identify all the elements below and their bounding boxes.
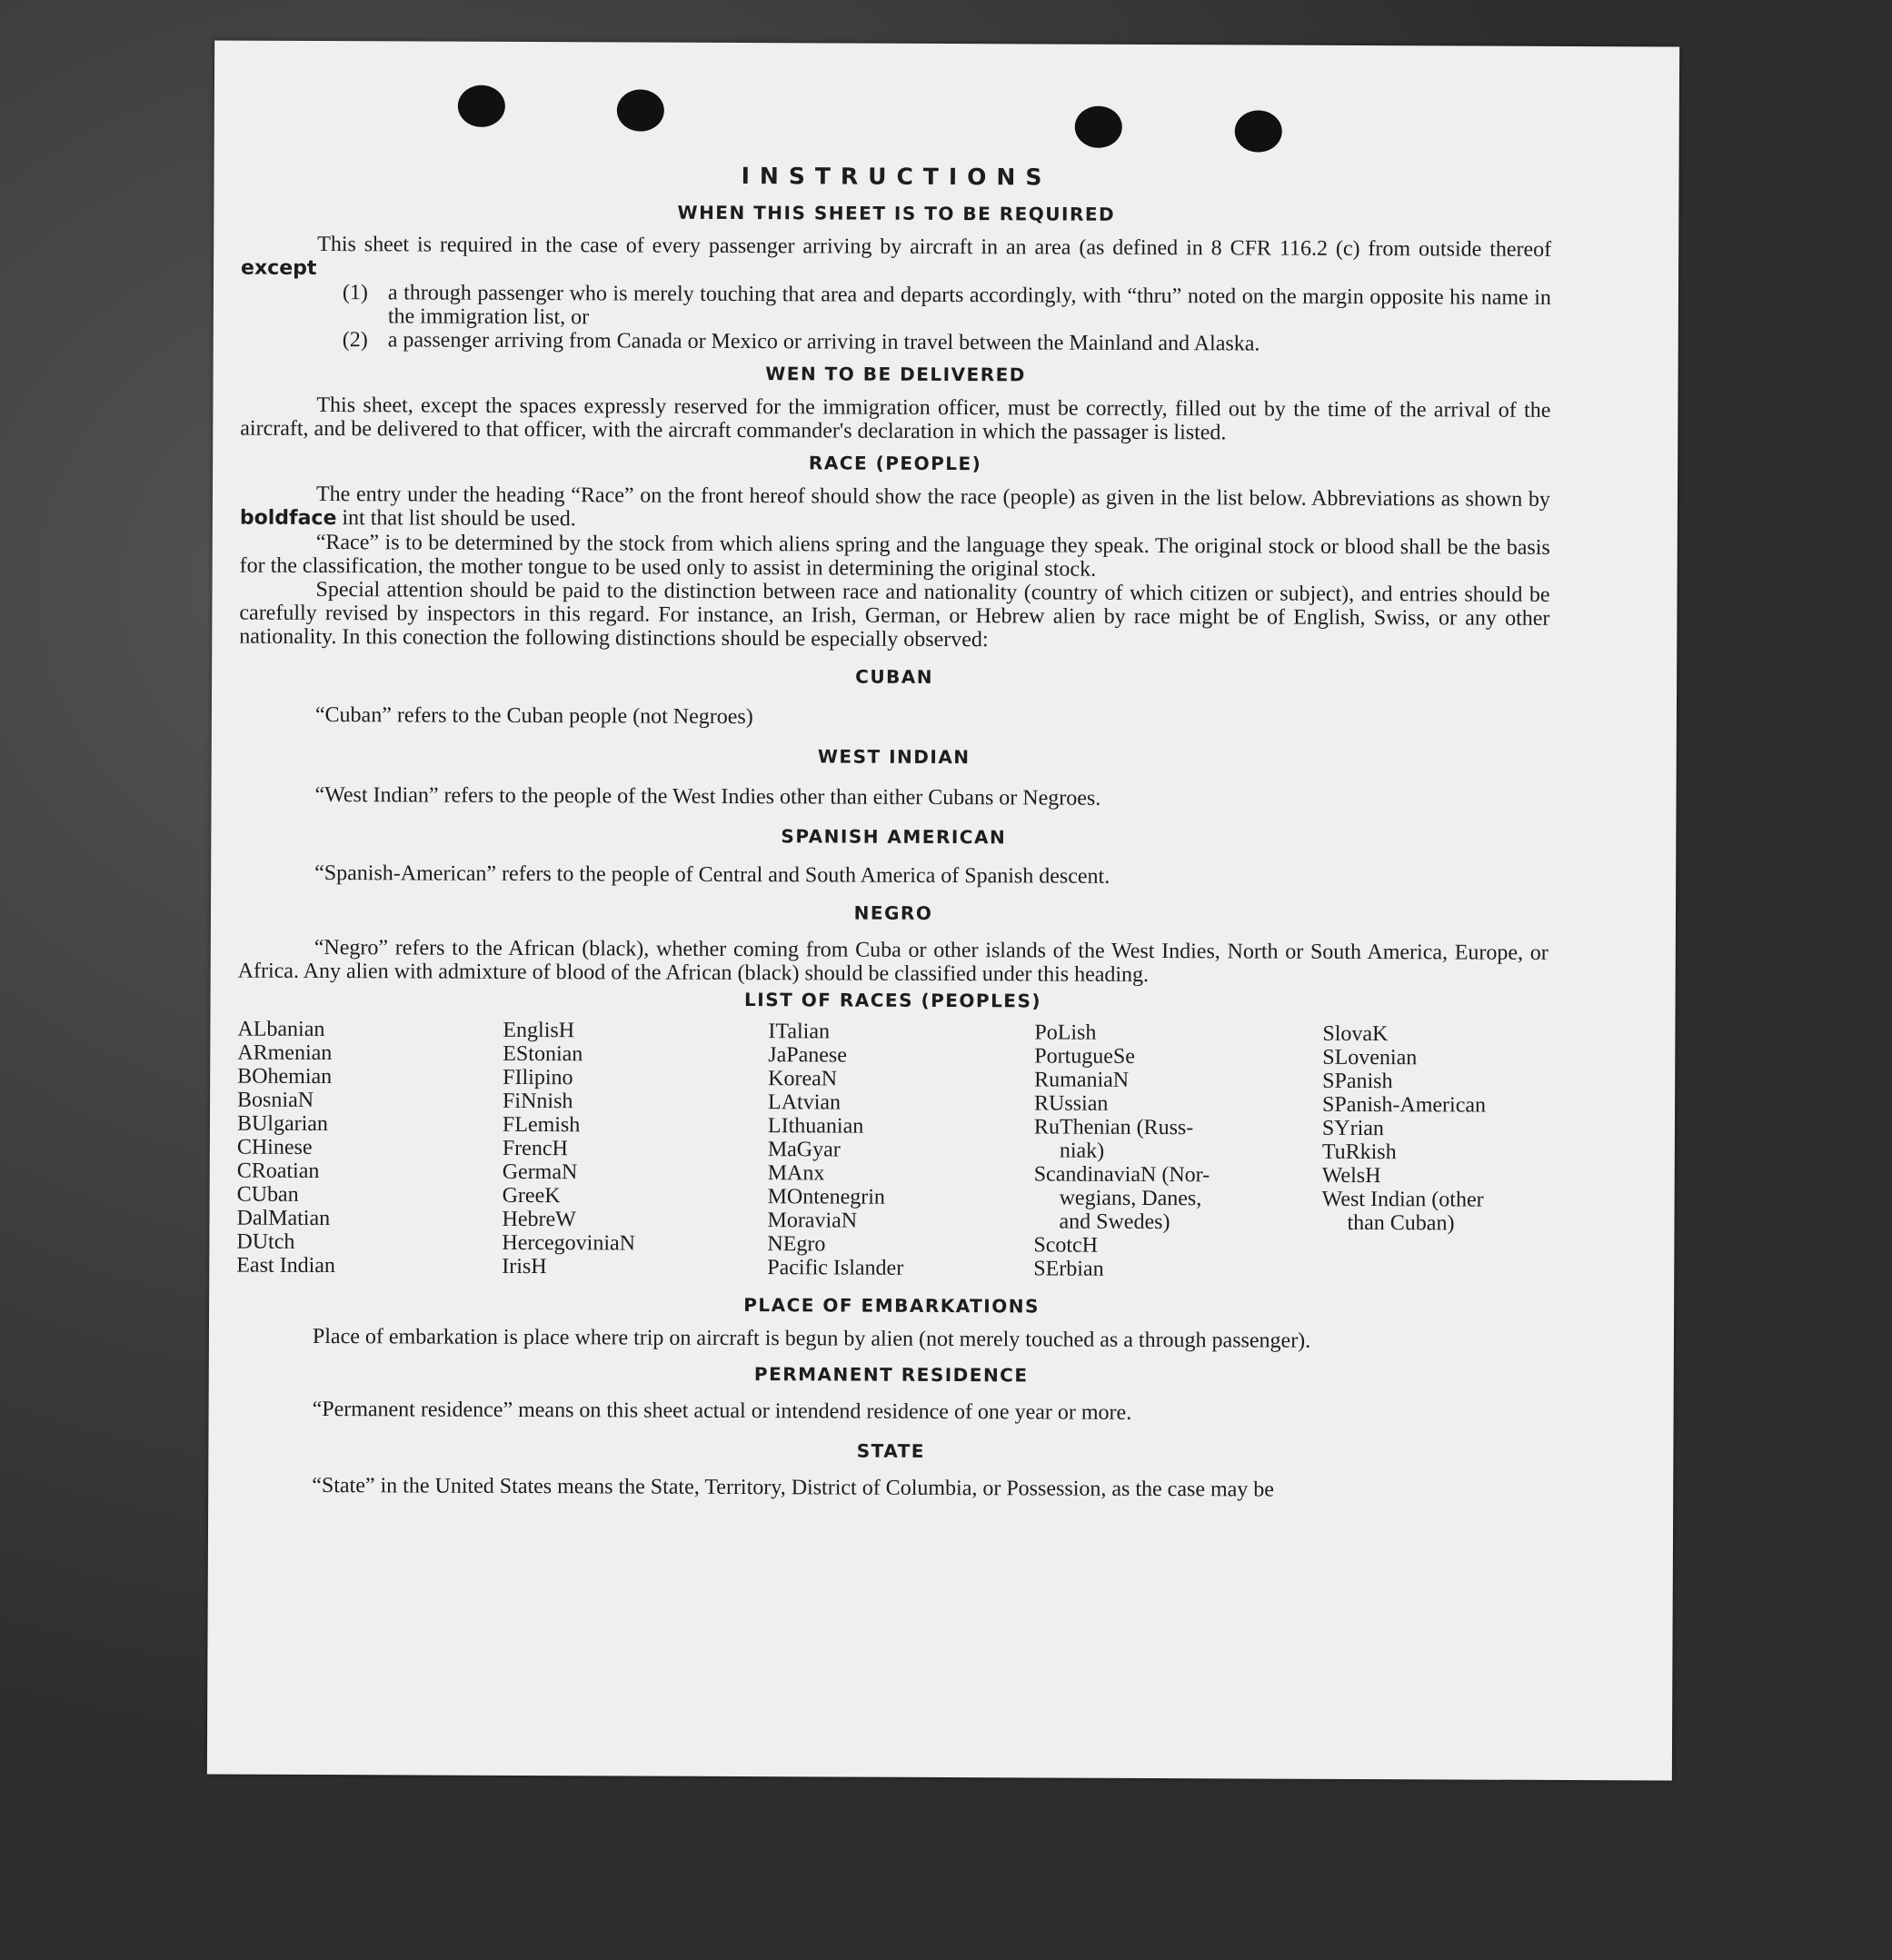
- race-entry: FiNnish: [503, 1089, 573, 1114]
- list-item: [343, 281, 1551, 333]
- race-entry: SErbian: [1033, 1257, 1104, 1281]
- item-number: (2): [342, 328, 368, 353]
- punch-hole: [617, 89, 664, 131]
- race-entry: East Indian: [236, 1253, 335, 1278]
- heading-permanent-residence: PERMANENT RESIDENCE: [753, 1363, 1029, 1387]
- races-table: [236, 1018, 1548, 1283]
- residence-text: “Permanent residence” means on this sheet actual or intendend residence of one year or more.: [312, 1397, 1132, 1425]
- embarkation-text: Place of embarkation is place where trip on aircraft is begun by alien (not merely touched as a through passenger).: [312, 1324, 1311, 1353]
- race-entry: HercegoviniaN: [502, 1230, 636, 1256]
- state-text: “State” in the United States means the State, Territory, District of Columbia, or Possession, as the case may be: [312, 1473, 1275, 1502]
- race-entry: DalMatian: [236, 1206, 331, 1231]
- race-p1-end: int that list should be used.: [342, 506, 576, 532]
- race-entry: SPanish: [1322, 1069, 1393, 1094]
- race-entry: CUban: [236, 1182, 299, 1207]
- race-entry: DUtch: [236, 1229, 295, 1254]
- heading-state: STATE: [856, 1439, 926, 1462]
- race-entry: EnglisH: [503, 1018, 575, 1043]
- race-entry: BosniaN: [237, 1088, 314, 1112]
- race-entry: SPanish-American: [1322, 1092, 1487, 1118]
- boldface-bold: boldface: [239, 506, 337, 531]
- race-entry: SYrian: [1321, 1116, 1385, 1141]
- race-entry: NEgro: [767, 1232, 826, 1257]
- race-entry: PortugueSe: [1034, 1044, 1136, 1069]
- race-entry: BOhemian: [237, 1064, 333, 1089]
- race-entry: GreeK: [502, 1183, 561, 1209]
- race-entry: MoraviaN: [767, 1209, 858, 1233]
- race-entry: FIlipino: [503, 1065, 573, 1090]
- race-entry: ARmenian: [237, 1040, 333, 1066]
- race-entry: CHinese: [236, 1135, 313, 1159]
- race-entry: and Swedes): [1059, 1209, 1170, 1235]
- race-entry: LAtvian: [768, 1090, 841, 1115]
- heading-list-of-races: LIST OF RACES (PEOPLES): [744, 989, 1042, 1012]
- heading-west-indian: WEST INDIAN: [817, 745, 971, 769]
- race-entry: RumaniaN: [1034, 1068, 1130, 1092]
- race-entry: ALbanian: [237, 1017, 325, 1042]
- race-entry: FrencH: [502, 1136, 568, 1161]
- race-entry: TuRkish: [1321, 1139, 1397, 1165]
- heading-cuban: CUBAN: [855, 665, 934, 688]
- when-required-intro-text: This sheet is required in the case of every passenger arriving by aircraft in an area (as defined in 8 CFR 116.2 (c) from outside thereof: [317, 232, 1552, 262]
- race-entry: than Cuban): [1347, 1210, 1455, 1236]
- races-column-3: [767, 1020, 1034, 1280]
- spanish-american-text: “Spanish-American” refers to the people of Central and South America of Spanish descent.: [314, 861, 1110, 889]
- race-entry: ScandinaviaN (Nor-: [1033, 1162, 1210, 1188]
- when-required-intro: [241, 233, 1551, 286]
- race-entry: BUlgarian: [236, 1111, 329, 1137]
- item-text: a through passenger who is merely touching that area and departs accordingly, with “thru” noted on the margin opposite his name in the immigration list, or: [387, 281, 1552, 330]
- race-entry: wegians, Danes,: [1059, 1186, 1202, 1211]
- race-entry: EStonian: [503, 1041, 583, 1067]
- west-indian-text: “West Indian” refers to the people of the West Indies other than either Cubans or Negroes.: [314, 782, 1101, 811]
- race-entry: RuThenian (Russ-: [1033, 1115, 1194, 1140]
- heading-negro: NEGRO: [853, 901, 933, 924]
- except-bold: except: [241, 256, 317, 280]
- race-entry: Pacific Islander: [767, 1256, 904, 1280]
- heading-when-required: WHEN THIS SHEET IS TO BE REQUIRED: [677, 201, 1116, 225]
- race-entry: FLemish: [502, 1112, 581, 1138]
- race-entry: WelsH: [1321, 1163, 1381, 1189]
- race-entry: niak): [1059, 1139, 1105, 1163]
- punch-hole: [1075, 106, 1122, 148]
- race-p1-start: The entry under the heading “Race” on the front hereof should show the race (people) as given in the list below. Abbreviations as shown by: [315, 482, 1551, 512]
- race-entry: JaPanese: [768, 1043, 848, 1068]
- race-paragraph-1: [240, 483, 1550, 536]
- race-paragraph-3: Special attention should be paid to the distinction between race and nationality (country of which citizen or subject), and entries should be carefully revised by inspectors in this regard. For instance, an Irish, German, or Hebrew alien by race might be of English, Swiss, or any other nationality. In this conection the following distinctions should be especially observed:: [239, 577, 1550, 652]
- race-entry: MaGyar: [767, 1138, 841, 1162]
- heading-spanish-american: SPANISH AMERICAN: [781, 825, 1007, 849]
- races-column-1: [236, 1018, 503, 1278]
- sheet-content: [235, 161, 1551, 1503]
- heading-embarkation: PLACE OF EMBARKATIONS: [743, 1294, 1040, 1318]
- page-title: INSTRUCTIONS: [741, 163, 1052, 191]
- punch-hole: [1235, 110, 1282, 152]
- punch-hole: [458, 85, 505, 127]
- heading-race: RACE (PEOPLE): [808, 452, 982, 475]
- race-entry: GermaN: [502, 1159, 578, 1185]
- race-entry: MAnx: [767, 1161, 825, 1186]
- item-number: (1): [342, 281, 369, 305]
- race-entry: SlovaK: [1322, 1021, 1389, 1047]
- instruction-sheet: [207, 40, 1679, 1780]
- negro-text: “Negro” refers to the African (black), whether coming from Cuba or other islands of the West Indies, North or South America, Europe, or Africa. Any alien with admixture of blood of the African (black) should be classified under this heading.: [237, 935, 1548, 987]
- race-entry: HebreW: [502, 1207, 576, 1232]
- cuban-text: “Cuban” refers to the Cuban people (not Negroes): [314, 702, 753, 730]
- list-item: [343, 328, 1551, 357]
- race-entry: West Indian (other: [1321, 1187, 1484, 1212]
- races-column-2: [502, 1019, 768, 1279]
- race-entry: PoLish: [1034, 1020, 1097, 1045]
- races-column-5: [1321, 1022, 1548, 1283]
- heading-when-delivered: WEN TO BE DELIVERED: [765, 363, 1026, 386]
- race-entry: SLovenian: [1322, 1045, 1418, 1070]
- race-entry: CRoatian: [236, 1159, 320, 1184]
- race-entry: ScotcH: [1033, 1233, 1099, 1258]
- item-text: a passenger arriving from Canada or Mexico or arriving in travel between the Mainland and Alaska.: [387, 328, 1260, 356]
- when-delivered-text: This sheet, except the spaces expressly reserved for the immigration officer, must be correctly, filled out by the time of the arrival of the aircraft, and be delivered to that officer, with the aircraft commander's declaration in which the passager is listed.: [240, 393, 1551, 445]
- race-entry: ITalian: [768, 1020, 831, 1044]
- race-entry: MOntenegrin: [767, 1185, 885, 1209]
- race-entry: LIthuanian: [767, 1114, 864, 1139]
- races-column-4: [1033, 1020, 1322, 1281]
- race-paragraph-2: “Race” is to be determined by the stock from which aliens spring and the language they speak. The original stock or blood shall be the basis for the classification, the mother tongue to be used only to assist in determining the original stock.: [239, 530, 1550, 582]
- race-entry: IrisH: [502, 1254, 547, 1279]
- race-entry: RUssian: [1034, 1091, 1109, 1116]
- race-entry: KoreaN: [768, 1067, 838, 1091]
